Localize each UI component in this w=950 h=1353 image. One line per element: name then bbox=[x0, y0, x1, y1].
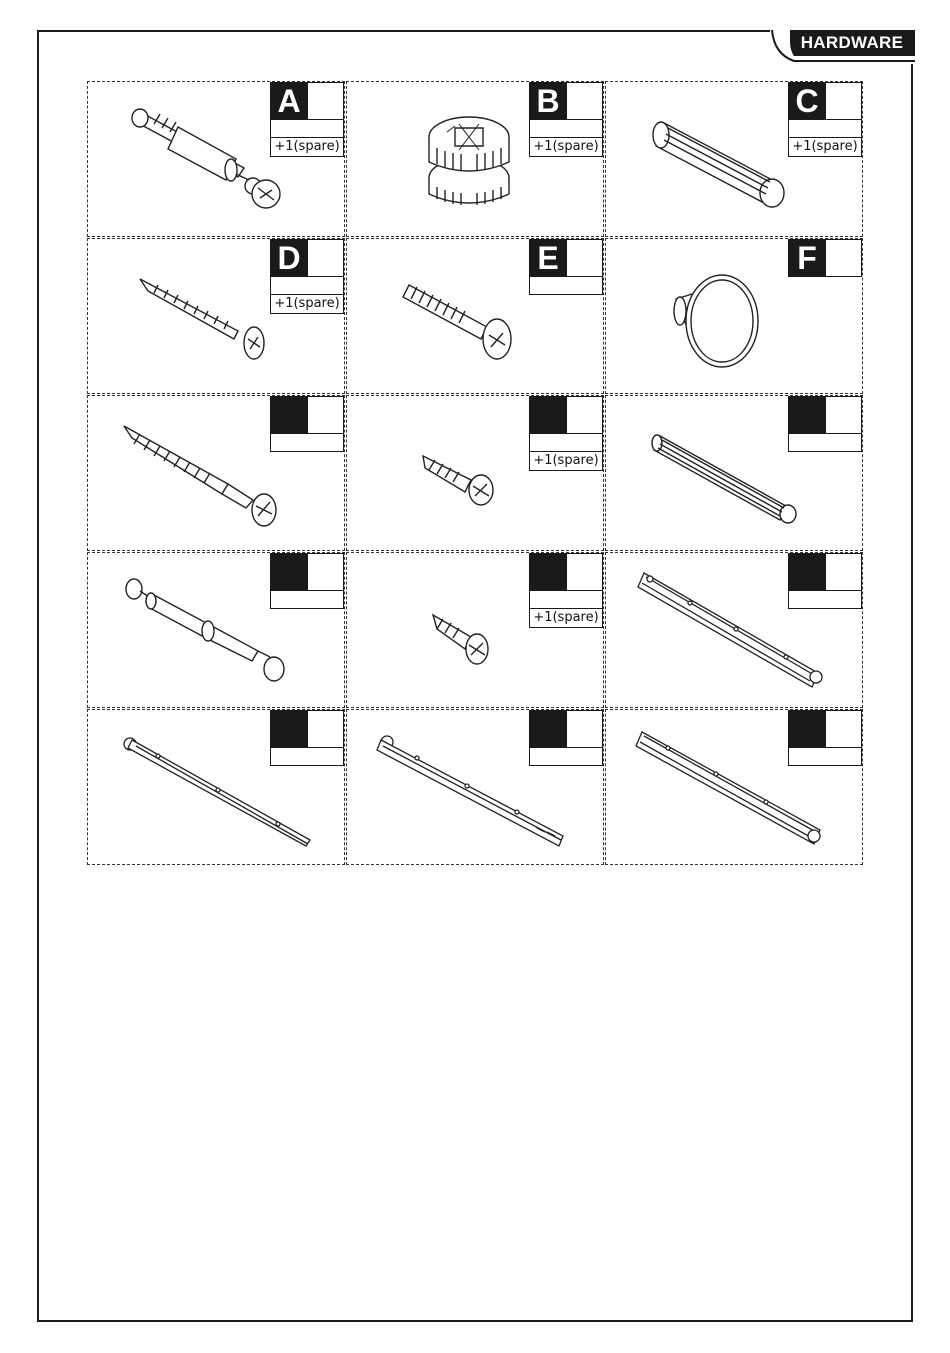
part-quantity-box bbox=[826, 396, 862, 434]
hardware-cell-b bbox=[346, 81, 604, 237]
hardware-cell-k bbox=[346, 552, 604, 708]
part-letter bbox=[529, 553, 567, 591]
part-quantity-box bbox=[567, 553, 603, 591]
hardware-cell-l bbox=[605, 552, 863, 708]
part-code-box bbox=[270, 748, 344, 766]
hardware-cell-o bbox=[605, 709, 863, 865]
hardware-cell-h bbox=[346, 395, 604, 551]
part-code-box bbox=[270, 277, 344, 295]
part-quantity-box bbox=[567, 710, 603, 748]
hardware-cell-f bbox=[605, 238, 863, 394]
part-letter: C bbox=[788, 82, 826, 120]
part-letter: F bbox=[788, 239, 826, 277]
hardware-cell-j bbox=[87, 552, 345, 708]
part-code-box bbox=[788, 120, 862, 138]
spare-label: +1(spare) bbox=[529, 609, 603, 628]
part-quantity-box bbox=[826, 553, 862, 591]
hardware-cell-e bbox=[346, 238, 604, 394]
hardware-cell-n bbox=[346, 709, 604, 865]
part-quantity-box bbox=[308, 82, 344, 120]
part-code-box bbox=[529, 434, 603, 452]
part-quantity-box bbox=[826, 239, 862, 277]
spare-label: +1(spare) bbox=[270, 138, 344, 157]
part-quantity-box bbox=[308, 553, 344, 591]
part-code-box bbox=[270, 120, 344, 138]
part-letter bbox=[788, 396, 826, 434]
part-letter: D bbox=[270, 239, 308, 277]
part-quantity-box bbox=[308, 239, 344, 277]
spare-label: +1(spare) bbox=[529, 452, 603, 471]
spare-label: +1(spare) bbox=[529, 138, 603, 157]
part-letter bbox=[788, 553, 826, 591]
part-code-box bbox=[529, 277, 603, 295]
part-code-box bbox=[788, 591, 862, 609]
part-code-box bbox=[270, 591, 344, 609]
part-code-box bbox=[529, 591, 603, 609]
part-letter bbox=[788, 710, 826, 748]
part-quantity-box bbox=[826, 82, 862, 120]
spare-label: +1(spare) bbox=[270, 295, 344, 314]
part-letter bbox=[529, 710, 567, 748]
hardware-grid bbox=[87, 81, 863, 865]
part-letter bbox=[270, 553, 308, 591]
part-quantity-box bbox=[567, 396, 603, 434]
section-title: HARDWARE bbox=[800, 33, 904, 52]
spare-label: +1(spare) bbox=[788, 138, 862, 157]
hardware-cell-g bbox=[87, 395, 345, 551]
part-quantity-box bbox=[567, 239, 603, 277]
part-quantity-box bbox=[826, 710, 862, 748]
part-code-box bbox=[788, 434, 862, 452]
part-letter bbox=[270, 710, 308, 748]
part-letter: B bbox=[529, 82, 567, 120]
part-code-box bbox=[529, 748, 603, 766]
part-code-box bbox=[788, 748, 862, 766]
part-quantity-box bbox=[308, 710, 344, 748]
part-letter bbox=[529, 396, 567, 434]
hardware-cell-m bbox=[87, 709, 345, 865]
hardware-cell-i bbox=[605, 395, 863, 551]
part-letter: A bbox=[270, 82, 308, 120]
part-quantity-box bbox=[567, 82, 603, 120]
part-code-box bbox=[529, 120, 603, 138]
part-quantity-box bbox=[308, 396, 344, 434]
part-letter bbox=[270, 396, 308, 434]
hardware-cell-c bbox=[605, 81, 863, 237]
part-code-box bbox=[270, 434, 344, 452]
hardware-cell-d bbox=[87, 238, 345, 394]
part-letter: E bbox=[529, 239, 567, 277]
hardware-cell-a bbox=[87, 81, 345, 237]
